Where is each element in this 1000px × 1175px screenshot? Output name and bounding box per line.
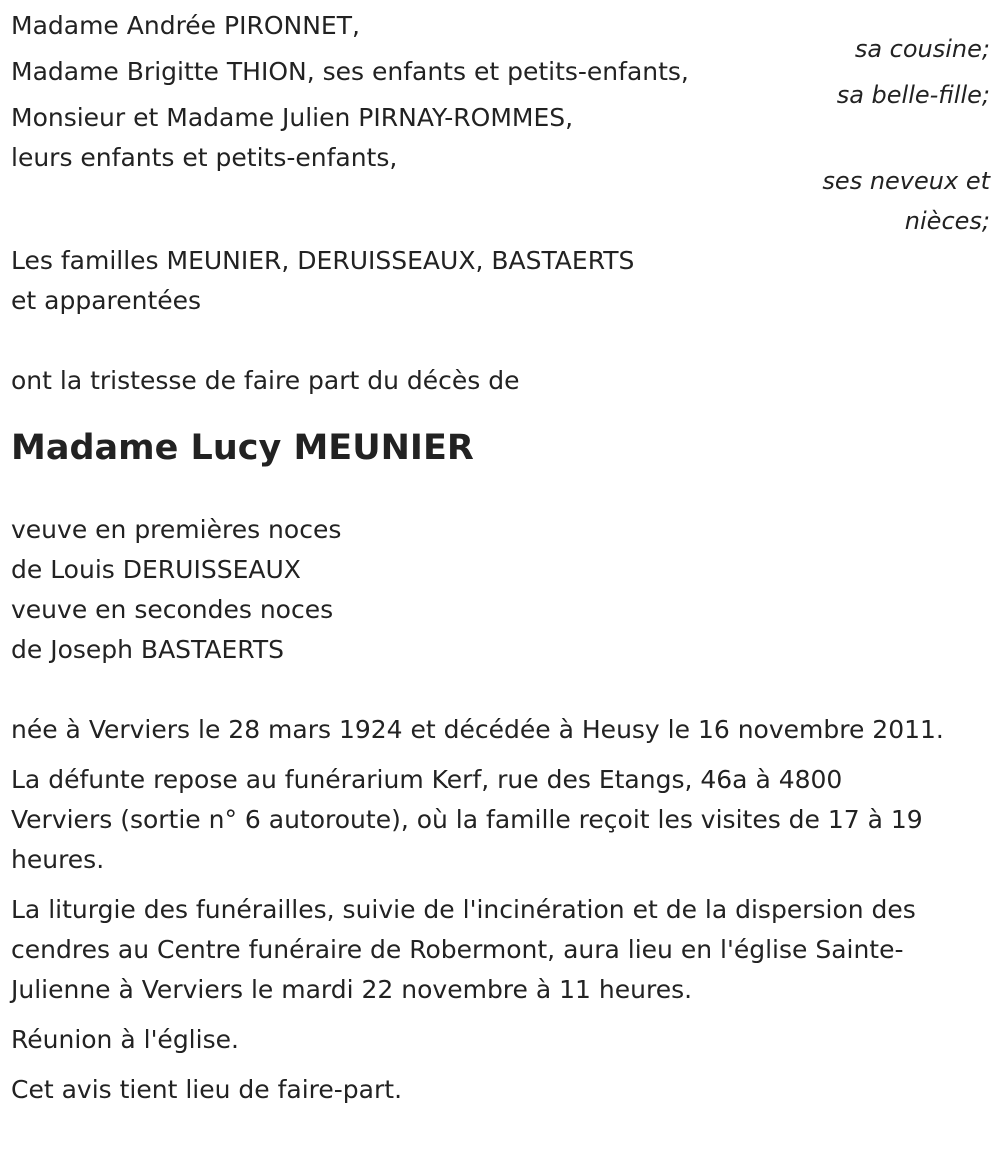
family-line: Les familles MEUNIER, DERUISSEAUX, BASTAERTS: [11, 246, 635, 275]
relationship-label: sa belle-fille;: [836, 81, 990, 109]
funeral-home-paragraph: [11, 760, 990, 880]
family-line: et apparentées: [11, 286, 202, 315]
birth-death-dates: née à Verviers le 28 mars 1924 et décédée à Heusy le 16 novembre 2011.: [11, 715, 944, 744]
paragraph-line: Verviers (sortie n° 6 autoroute), où la famille reçoit les visites de 17 à 19: [11, 805, 923, 834]
widow-details: [11, 510, 990, 670]
widow-line: de Joseph BASTAERTS: [11, 635, 284, 664]
relationship-label: ses neveux et: [822, 167, 990, 195]
paragraph-line: Julienne à Verviers le mardi 22 novembre à 11 heures.: [11, 975, 693, 1004]
paragraph-line: heures.: [11, 845, 105, 874]
family-line: Madame Brigitte THION, ses enfants et petits-enfants,: [11, 57, 689, 86]
family-line: leurs enfants et petits-enfants,: [11, 143, 398, 172]
relationship-label: sa cousine;: [854, 35, 990, 63]
deceased-name: Madame Lucy MEUNIER: [11, 428, 474, 468]
relationship-label: nièces;: [904, 207, 990, 235]
paragraph-line: Cet avis tient lieu de faire-part.: [11, 1075, 403, 1104]
family-group-nephews: [11, 98, 990, 241]
paragraph-line: cendres au Centre funéraire de Robermont, aura lieu en l'église Sainte-: [11, 935, 904, 964]
liturgy-paragraph: [11, 890, 990, 1010]
widow-line: veuve en premières noces: [11, 515, 342, 544]
obituary-notice: [11, 6, 990, 1120]
notice-paragraph: [11, 1070, 990, 1110]
family-line: Monsieur et Madame Julien PIRNAY-ROMMES,: [11, 103, 574, 132]
announcement-text: ont la tristesse de faire part du décès de: [11, 366, 520, 395]
family-line: Madame Andrée PIRONNET,: [11, 11, 360, 40]
widow-line: de Louis DERUISSEAUX: [11, 555, 301, 584]
paragraph-line: Réunion à l'église.: [11, 1025, 239, 1054]
paragraph-line: La liturgie des funérailles, suivie de l'incinération et de la dispersion des: [11, 895, 916, 924]
paragraph-line: La défunte repose au funérarium Kerf, rue des Etangs, 46a à 4800: [11, 765, 843, 794]
widow-line: veuve en secondes noces: [11, 595, 334, 624]
family-group-related-families: [11, 241, 990, 321]
meeting-paragraph: [11, 1020, 990, 1060]
